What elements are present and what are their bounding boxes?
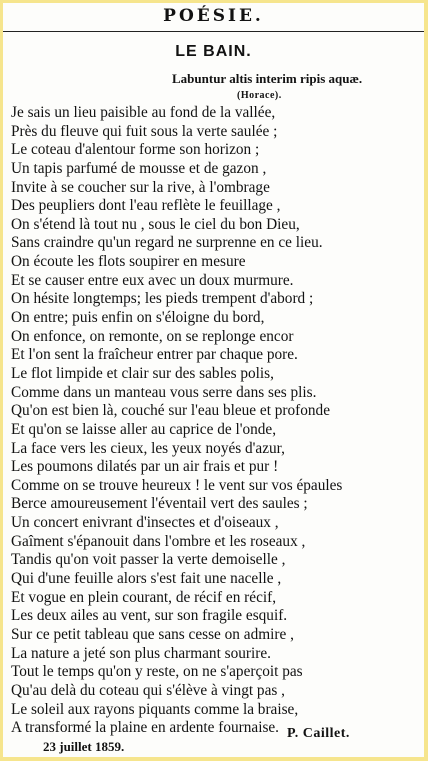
verse-line: Tandis qu'on voit passer la verte demoiselle , [11, 551, 286, 569]
verse-line: Un tapis parfumé de mousse et de gazon , [11, 159, 267, 177]
verse-line: Le coteau d'alentour forme son horizon ; [11, 141, 260, 159]
poem-title: LE BAIN. [175, 43, 252, 60]
verse-line: Qui d'une feuille alors s'est fait une nacelle , [11, 570, 282, 588]
verse-line: Sur ce petit tableau que sans cesse on admire , [11, 625, 294, 643]
verse-line: Les poumons dilatés par un air frais et pur ! [11, 458, 279, 476]
verse-line: On écoute les flots soupirer en mesure [11, 253, 246, 271]
verse-line: On enfonce, on remonte, on se replonge encor [11, 327, 294, 345]
poem-verses [11, 104, 424, 738]
epigraph [172, 70, 362, 104]
epigraph-text: Labuntur altis interim ripis aquæ. [172, 71, 363, 86]
verse-line: On hésite longtemps; les pieds trempent d'abord ; [11, 290, 314, 308]
verse-line: Et vogue en plein courant, de récif en récif, [11, 588, 277, 606]
verse-line: Un concert enivrant d'insectes et d'oiseaux , [11, 514, 279, 532]
author-signature: P. Caillet. [287, 726, 350, 741]
verse-line: Le soleil aux rayons piquants comme la braise, [11, 700, 299, 718]
verse-line: Comme on se trouve heureux ! le vent sur vos épaules [11, 476, 343, 494]
verse-line: La nature a jeté son plus charmant sourire. [11, 644, 271, 662]
verse-line: Et qu'on se laisse aller au caprice de l'onde, [11, 420, 277, 438]
verse-line: Berce amoureusement l'éventail vert des saules ; [11, 495, 308, 513]
verse-line: On entre; puis enfin on s'éloigne du bord, [11, 309, 265, 327]
verse-line: Comme dans un manteau vous serre dans ses plis. [11, 383, 317, 401]
verse-line: On s'étend là tout nu , sous le ciel du bon Dieu, [11, 215, 300, 233]
section-title: POÉSIE. [163, 6, 264, 26]
verse-line: Qu'on est bien là, couché sur l'eau bleue et profonde [11, 402, 330, 420]
verse-line: Le flot limpide et clair sur des sables polis, [11, 364, 274, 382]
verse-line: Tout le temps qu'on y reste, on ne s'aperçoit pas [11, 663, 303, 681]
verse-line: Et se causer entre eux avec un doux murmure. [11, 271, 294, 289]
verse-line: Invite à se coucher sur la rive, à l'ombrage [11, 178, 270, 196]
verse-line: Les deux ailes au vent, sur son fragile esquif. [11, 607, 288, 625]
verse-line: Des peupliers dont l'eau reflète le feuillage , [11, 197, 281, 215]
verse-line: A transformé la plaine en ardente fournaise. [11, 719, 280, 737]
newspaper-clipping [3, 3, 424, 757]
verse-line: Et l'on sent la fraîcheur entrer par chaque pore. [11, 346, 298, 364]
epigraph-source: (Horace). [237, 90, 282, 101]
verse-line: Sans craindre qu'un regard ne surprenne en ce lieu. [11, 234, 323, 252]
verse-line: Je sais un lieu paisible au fond de la vallée, [11, 104, 276, 121]
verse-line: Gaîment s'épanouit dans l'ombre et les roseaux , [11, 532, 306, 550]
verse-line: Qu'au delà du coteau qui s'élève à vingt pas , [11, 681, 285, 699]
verse-line: La face vers les cieux, les yeux noyés d'azur, [11, 439, 285, 457]
verse-line: Près du fleuve qui fuit sous la verte saulée ; [11, 122, 278, 140]
publication-date: 23 juillet 1859. [43, 739, 125, 754]
section-divider [3, 31, 424, 32]
